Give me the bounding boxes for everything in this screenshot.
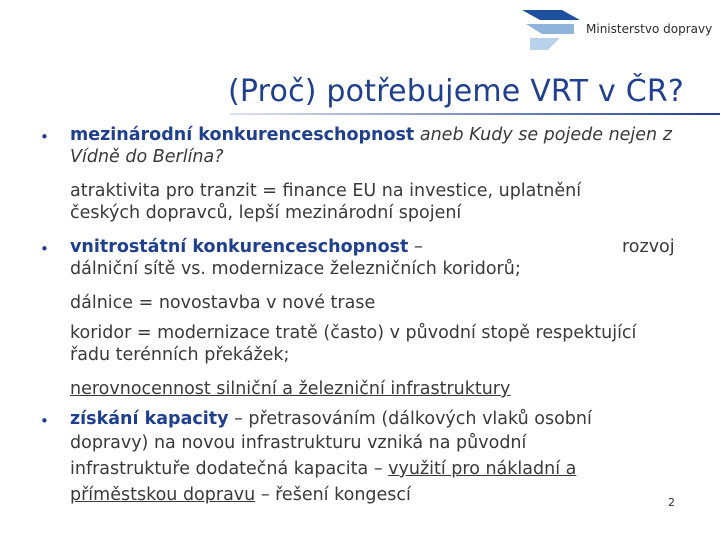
bullet-3-underlined-1: využití pro nákladní a <box>388 459 577 479</box>
bullet-2-heading: vnitrostátní konkurenceschopnost <box>70 237 409 257</box>
ministry-logo-icon <box>520 8 582 56</box>
logo-text: Ministerstvo dopravy <box>586 22 713 36</box>
bullet-3-line-3 <box>70 458 576 480</box>
bullet-2-dash: – <box>408 237 423 257</box>
bullet-3-heading: získání kapacity <box>70 409 229 429</box>
bullet-2-line-4: koridor = modernizace tratě (často) v původní stopě respektující <box>70 323 637 343</box>
bullet-1-question-cont: Vídně do Berlína? <box>70 147 224 167</box>
bullet-2-line-3: dálnice = novostavba v nové trase <box>70 293 376 313</box>
bullet-1-line-4: českých dopravců, lepší mezinárodní spojení <box>70 203 462 223</box>
bullet-marker: • <box>40 240 49 258</box>
bullet-2-right-word: rozvoj <box>622 237 675 257</box>
title-divider <box>230 113 720 115</box>
page-number: 2 <box>668 496 675 509</box>
bullet-1-question: aneb Kudy se pojede nejen z <box>414 125 672 145</box>
bullet-1-line-2 <box>70 146 224 168</box>
bullet-2-underlined: nerovnocennost silniční a železniční infrastruktury <box>70 379 511 399</box>
bullet-2-line-5: řadu terénních překážek; <box>70 345 290 365</box>
bullet-3-line-2: dopravy) na novou infrastrukturu vzniká na původní <box>70 433 527 453</box>
bullet-2-line-1 <box>70 236 423 258</box>
bullet-marker: • <box>40 128 49 146</box>
ministry-logo <box>520 8 720 58</box>
bullet-3-line-4 <box>70 484 411 506</box>
bullet-3-tail: – řešení kongescí <box>255 485 411 505</box>
bullet-3-line-1 <box>70 408 592 430</box>
bullet-3-underlined-2: příměstskou dopravu <box>70 485 256 505</box>
slide-title: (Proč) potřebujeme VRT v ČR? <box>228 74 685 109</box>
bullet-1-line-3: atraktivita pro tranzit = finance EU na investice, uplatnění <box>70 181 582 201</box>
bullet-1-heading: mezinárodní konkurenceschopnost <box>70 125 415 145</box>
bullet-3-text: infrastruktuře dodatečná kapacita – <box>70 459 389 479</box>
bullet-3-rest: – přetrasováním (dálkových vlaků osobní <box>228 409 592 429</box>
bullet-2-line-2: dálniční sítě vs. modernizace železničních koridorů; <box>70 259 521 279</box>
bullet-marker: • <box>40 412 49 430</box>
bullet-1-line-1 <box>70 124 672 146</box>
bullet-2-line-6 <box>70 378 510 400</box>
